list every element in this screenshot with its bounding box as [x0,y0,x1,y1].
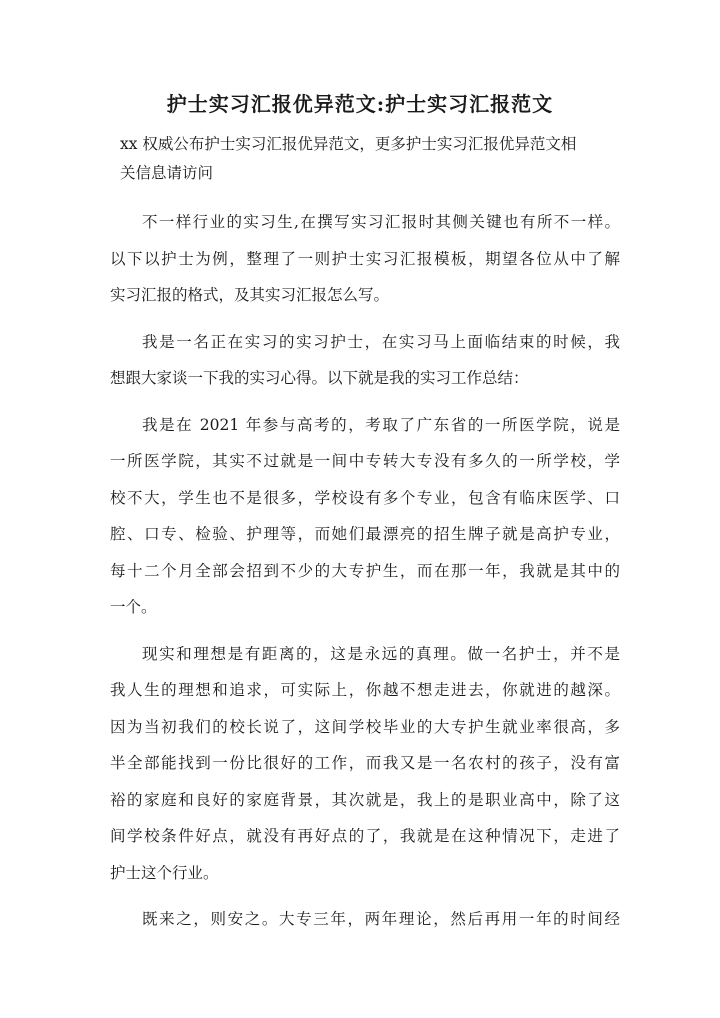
lead-note [120,130,620,188]
document-body [110,204,620,948]
paragraph [110,324,620,397]
lead-line: xx 权威公布护士实习汇报优异范文，更多护士实习汇报优异范文相 [120,135,577,153]
text-line: 裕的家庭和良好的家庭背景，其次就是，我上的是职业高中，除了这 [110,790,620,809]
text-line: 护士这个行业。 [110,863,219,882]
text-line: 间学校条件好点，就没有再好点的了，我就是在这种情况下，走进了 [110,827,620,845]
lead-line: 关信息请访问 [120,164,214,182]
text-line: 校不大，学生也不是很多，学校设有多个专业，包含有临床医学、口 [110,488,620,507]
text-line: 腔、口专、检验、护理等，而她们最漂亮的招生牌子就是高护专业， [110,525,620,543]
text-line: 不一样行业的实习生,在撰写实习汇报时其侧关键也有所不一样。 [142,213,620,231]
text-line: 我是在 2021 年参与高考的，考取了广东省的一所医学院，说是 [142,415,620,434]
document-title: 护士实习汇报优异范文:护士实习汇报范文 [166,92,554,116]
text-line: 既来之，则安之。大专三年，两年理论，然后再用一年的时间经 [142,910,620,928]
text-line: 想跟大家谈一下我的实习心得。以下就是我的实习工作总结： [110,369,529,387]
text-line: 一所医学院，其实不过就是一间中专转大专没有多久的一所学校，学 [110,452,620,470]
text-line: 半全部能找到一份比很好的工作，而我又是一名农村的孩子，没有富 [110,754,620,772]
text-line: 一个。 [110,598,157,616]
paragraph [110,204,620,314]
text-line: 每十二个月全部会招到不少的大专护生，而在那一年，我就是其中的 [110,561,620,580]
text-line: 实习汇报的格式，及其实习汇报怎么写。 [110,286,390,304]
paragraph [110,636,620,892]
text-line: 我人生的理想和追求，可实际上，你越不想走进去，你就进的越深。 [110,681,620,699]
text-line: 我是一名正在实习的实习护士，在实习马上面临结束的时候，我 [142,332,620,351]
paragraph [110,407,620,626]
text-line: 现实和理想是有距离的，这是永远的真理。做一名护士，并不是 [142,644,620,663]
text-line: 因为当初我们的校长说了，这间学校毕业的大专护生就业率很高，多 [110,717,620,736]
paragraph [110,901,620,938]
text-line: 以下以护士为例，整理了一则护士实习汇报模板，期望各位从中了解 [110,249,620,268]
